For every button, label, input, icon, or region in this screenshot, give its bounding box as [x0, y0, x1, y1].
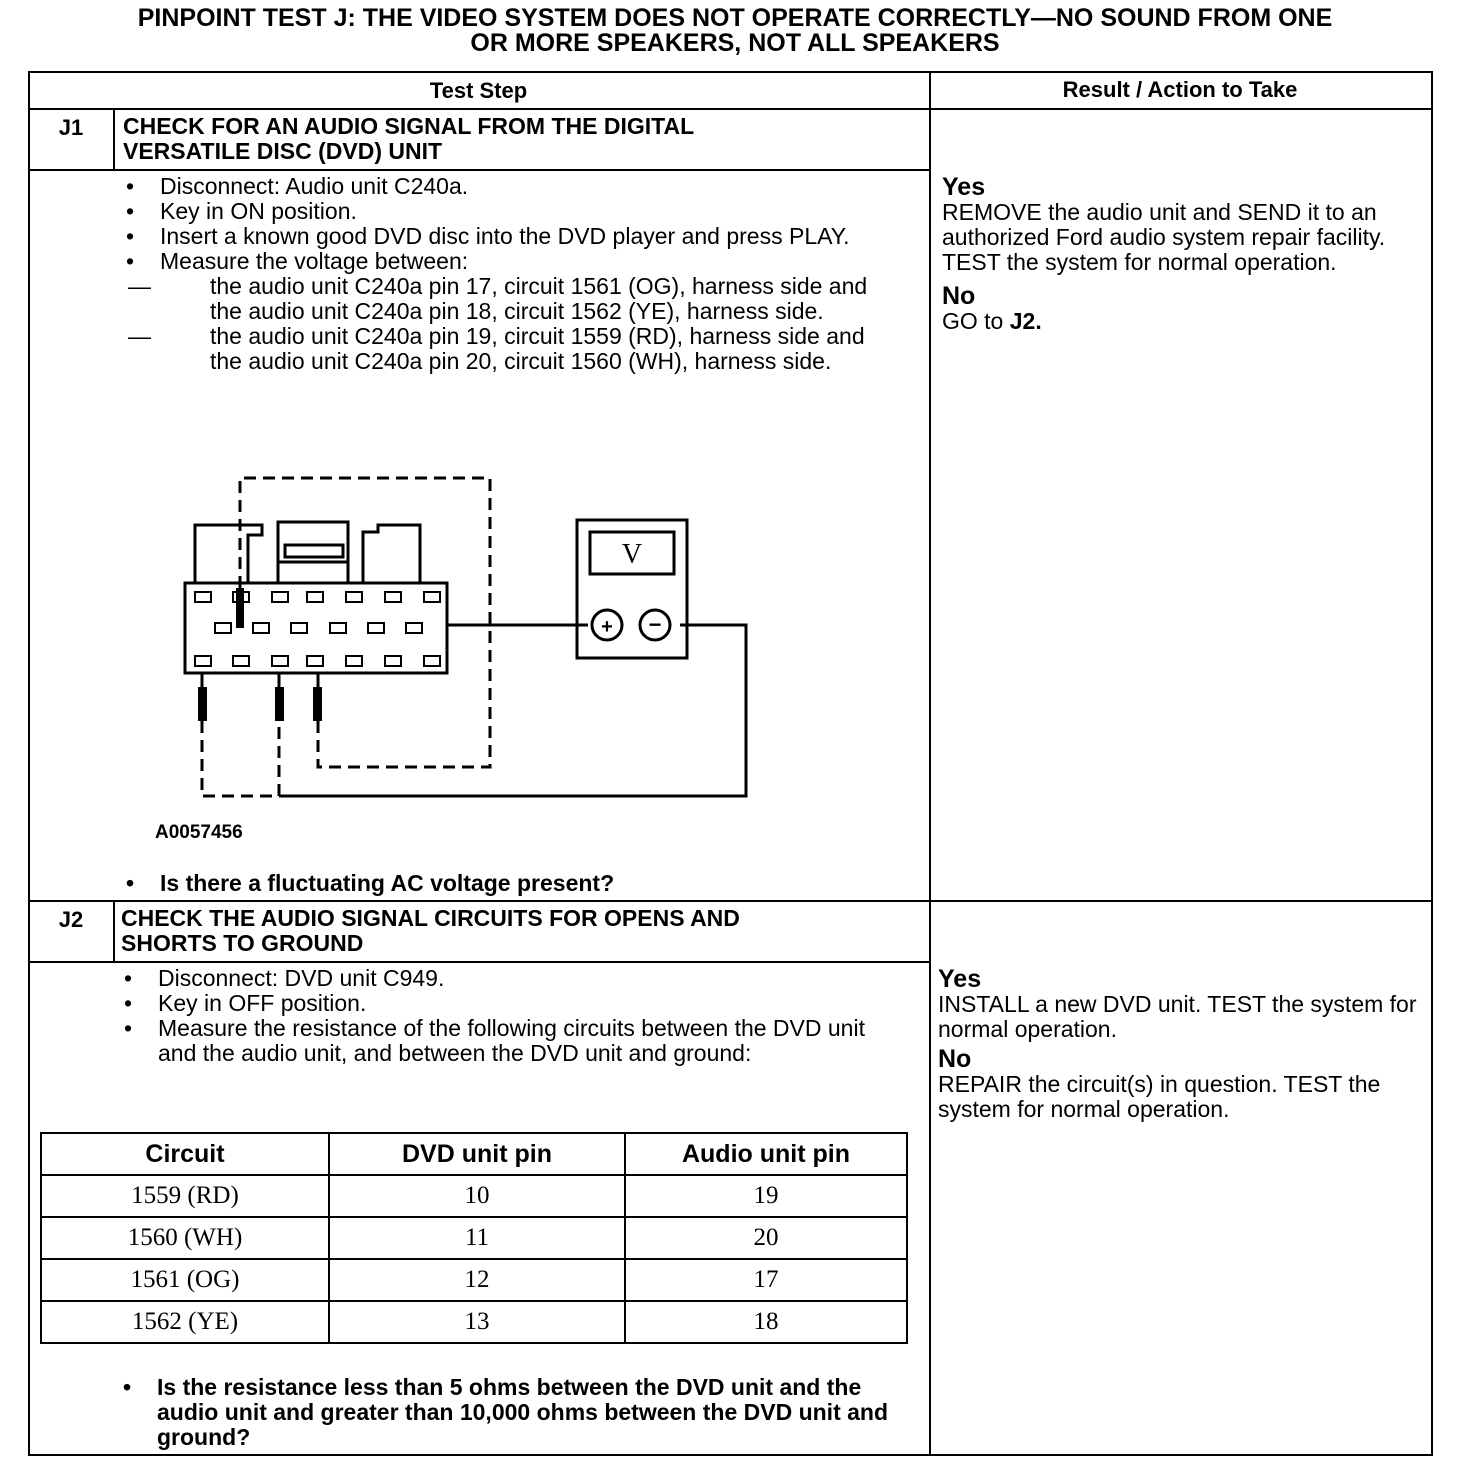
voltmeter-display-symbol: V — [621, 539, 643, 570]
cell-dvd-pin: 12 — [329, 1259, 625, 1301]
plus-terminal-icon: + — [601, 616, 613, 638]
j1-yes-text: REMOVE the audio unit and SEND it to an authorized Ford audio system repair facility. TEST the system for normal operation. — [942, 199, 1386, 275]
figure-id: A0057456 — [155, 822, 243, 843]
step-title-j1 — [123, 114, 913, 164]
cell-dvd-pin: 13 — [329, 1301, 625, 1343]
header-test-step: Test Step — [429, 78, 528, 103]
voltage-measurement-diagram — [150, 470, 770, 810]
step-title-j1-line-1: CHECK FOR AN AUDIO SIGNAL FROM THE DIGITAL — [123, 113, 695, 139]
header-divider — [30, 108, 1431, 110]
j1-no-text — [942, 309, 1422, 334]
table-row — [41, 1175, 907, 1217]
j2-instructions — [118, 966, 878, 1066]
j1-no-text-ref: J2. — [1009, 308, 1042, 334]
table-row — [41, 1301, 907, 1343]
resistance-table — [40, 1132, 908, 1344]
table-row — [41, 1259, 907, 1301]
j1-instructions — [120, 174, 900, 374]
sub-list-item: — the audio unit C240a pin 17, circuit 1561 (OG), harness side and the audio unit C240a pin 18, circuit 1562 (YE), harness side. — [120, 274, 900, 324]
cell-circuit: 1560 (WH) — [41, 1217, 329, 1259]
column-header-circuit: Circuit — [41, 1133, 329, 1175]
step-separator — [30, 900, 1431, 902]
j1-result — [942, 174, 1422, 334]
step-title-j2-line-2: SHORTS TO GROUND — [121, 930, 364, 956]
connector-housing-top — [195, 522, 420, 583]
list-item: • Key in OFF position. — [118, 991, 878, 1016]
j2-yes-text: INSTALL a new DVD unit. TEST the system for normal operation. — [938, 991, 1417, 1042]
step-id-j2: J2 — [58, 907, 84, 932]
list-item: • Key in ON position. — [120, 199, 900, 224]
j1-no-label: No — [942, 282, 976, 310]
j1-sub-instructions — [120, 274, 900, 374]
cell-circuit: 1559 (RD) — [41, 1175, 329, 1217]
list-item: • Disconnect: Audio unit C240a. — [120, 174, 900, 199]
column-header-dvd-pin: DVD unit pin — [329, 1133, 625, 1175]
j1-title-divider — [30, 169, 929, 171]
sub-list-item: — the audio unit C240a pin 19, circuit 1559 (RD), harness side and the audio unit C240a pin 20, circuit 1560 (WH), harness side. — [120, 324, 900, 374]
cell-circuit: 1561 (OG) — [41, 1259, 329, 1301]
list-item: • Insert a known good DVD disc into the DVD player and press PLAY. — [120, 224, 900, 249]
column-divider — [929, 73, 931, 1454]
cell-circuit: 1562 (YE) — [41, 1301, 329, 1343]
test-probes — [198, 588, 322, 721]
step-title-j2-line-1: CHECK THE AUDIO SIGNAL CIRCUITS FOR OPENS AND — [121, 905, 740, 931]
table-row — [41, 1217, 907, 1259]
step-title-j2 — [121, 906, 911, 956]
j2-question: • Is the resistance less than 5 ohms between the DVD unit and the audio unit and greater than 10,000 ohms between the DVD unit and ground? — [117, 1375, 917, 1450]
j1-question: • Is there a fluctuating AC voltage present? — [120, 871, 940, 896]
title-line-1: PINPOINT TEST J: THE VIDEO SYSTEM DOES NOT OPERATE CORRECTLY—NO SOUND FROM ONE — [137, 4, 1333, 32]
cell-audio-pin: 19 — [625, 1175, 907, 1217]
j1-id-divider — [113, 108, 115, 170]
step-title-j1-line-2: VERSATILE DISC (DVD) UNIT — [123, 138, 443, 164]
cell-audio-pin: 20 — [625, 1217, 907, 1259]
list-item-text: Measure the voltage between: — [160, 248, 469, 274]
table-header-row — [41, 1133, 907, 1175]
header-result: Result / Action to Take — [1062, 77, 1298, 102]
connector-latch — [285, 545, 343, 557]
minus-terminal-icon: − — [648, 612, 662, 637]
title-line-2: OR MORE SPEAKERS, NOT ALL SPEAKERS — [470, 29, 1000, 57]
step-id-j1: J1 — [58, 115, 84, 140]
cell-audio-pin: 17 — [625, 1259, 907, 1301]
j2-result — [938, 966, 1418, 1122]
cell-dvd-pin: 11 — [329, 1217, 625, 1259]
j1-yes-label: Yes — [942, 173, 986, 201]
j2-no-text: REPAIR the circuit(s) in question. TEST the system for normal operation. — [938, 1071, 1381, 1122]
cell-audio-pin: 18 — [625, 1301, 907, 1343]
list-item: • Measure the resistance of the following circuits between the DVD unit and the audio unit, and between the DVD unit and ground: — [118, 1016, 878, 1066]
j2-id-divider — [113, 900, 115, 962]
list-item: • Disconnect: DVD unit C949. — [118, 966, 878, 991]
j2-title-divider — [30, 961, 929, 963]
list-item — [120, 249, 900, 374]
j1-no-text-prefix: GO to — [942, 308, 1010, 334]
connector-pins — [195, 592, 440, 666]
j2-yes-label: Yes — [938, 965, 982, 993]
page-title — [30, 6, 1440, 56]
column-header-audio-pin: Audio unit pin — [625, 1133, 907, 1175]
cell-dvd-pin: 10 — [329, 1175, 625, 1217]
j2-no-label: No — [938, 1045, 972, 1073]
